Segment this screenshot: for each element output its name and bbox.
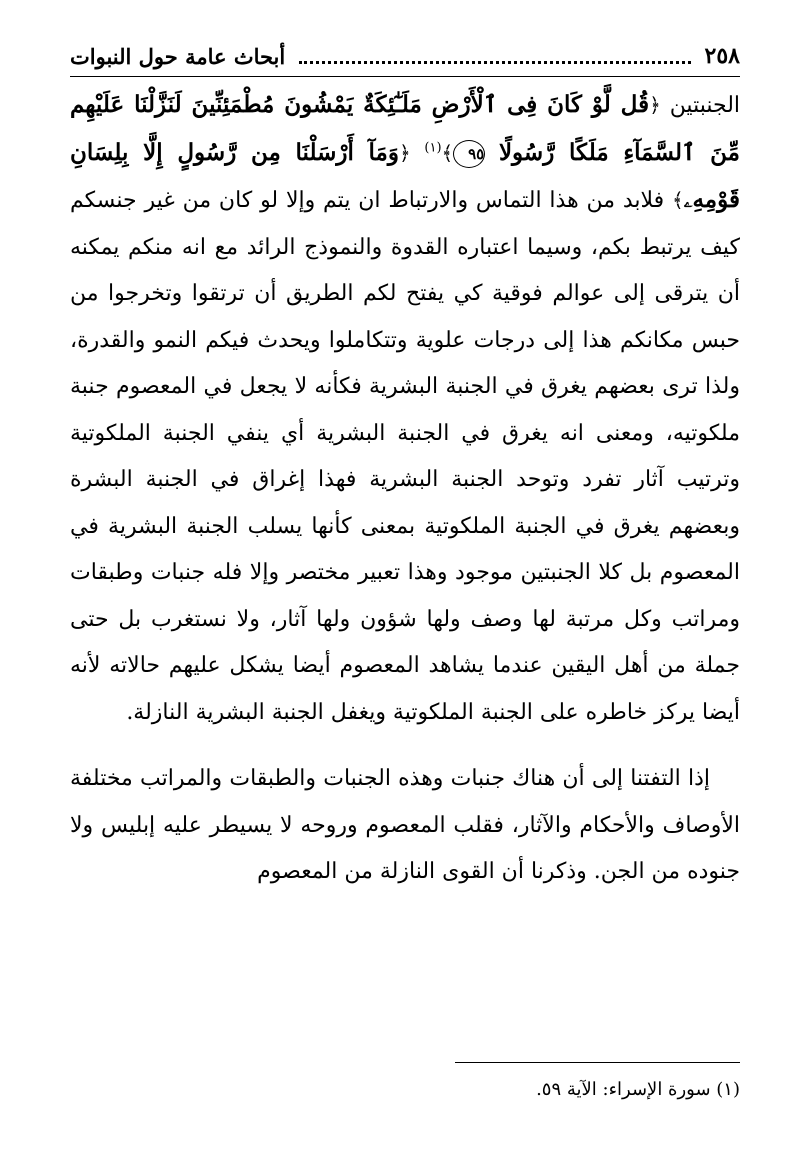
header-dot-leader — [299, 61, 690, 64]
body-text — [70, 82, 740, 896]
paragraph-1-text: فلابد من هذا التماس والارتباط ان يتم وإلا لو كان من غير جنسكم كيف يرتبط بكم، وسيما اعتباره القدوة والنموذج الرائد مع انه منكم يمكنه أن يترقى إلى عوالم فوقية كي يفتح لكم الطريق أن ترتقوا وتخرجوا من حبس مكانكم هذا إلى درجات علوية وتتكاملوا ويحدث فيكم النمو والقدرة، ولذا ترى بعضهم يغرق في الجنبة البشرية فكأنه لا يجعل في المعصوم جنبة ملكوتيه، ومعنى انه يغرق في الجنبة البشرية أي ينفي الجنبة الملكوتية وترتيب آثار تفرد وتوحد الجنبة البشرية فهذا إغراق في الجنبة البشرة وبعضهم يغرق في الجنبة الملكوتية بمعنى كأنها يسلب الجنبة البشرية في المعصوم بل كلا الجنبتين موجود وهذا تعبير مختصر وإلا فله جنبات وطبقات ومراتب وكل مرتبة لها وصف ولها شؤون ولها آثار، ولا نستغرب بل حتى جملة من أهل اليقين عندما يشاهد المعصوم أيضا يشكل عليهم حالاته لأنه أيضا يركز خاطره على الجنبة الملكوتية ويغفل الجنبة البشرية النازلة. — [70, 188, 741, 725]
running-header — [70, 38, 740, 74]
footnote: (١) سورة الإسراء: الآية ٥٩. — [536, 1079, 740, 1100]
paragraph-1 — [70, 82, 740, 736]
page-number: ٢٥٨ — [704, 43, 740, 69]
quran-verse-1: قُل لَّوْ كَانَ فِى ٱلْأَرْضِ مَلَـٰٓئِكَةٌ يَمْشُونَ مُطْمَئِنِّينَ لَنَزَّلْنَا عَلَيْهِم مِّنَ ٱلسَّمَآءِ مَلَكًا رَّسُولًا — [70, 91, 740, 166]
paragraph-2: إذا التفتنا إلى أن هناك جنبات وهذه الجنبات والطبقات والمراتب مختلفة الأوصاف والأحكام والآثار، فقلب المعصوم وروحه لا يسيطر عليه إبليس ولا جنوده من الجن. وذكرنا أن القوى النازلة من المعصوم — [70, 766, 740, 884]
running-title: أبحاث عامة حول النبوات — [70, 43, 286, 69]
quran-ornament-close-2: ﴾ — [672, 188, 684, 212]
quran-verse-2: وَمَآ أَرْسَلْنَا مِن رَّسُولٍ إِلَّا بِلِسَانِ قَوْمِهِۦ — [70, 138, 740, 213]
quran-ornament-close: ﴾ — [441, 140, 454, 165]
footnote-reference: (١) — [424, 140, 442, 156]
ayah-number-badge: ٩٥ — [453, 140, 485, 168]
quran-ornament-open-2: ﴿ — [398, 140, 411, 165]
footnote-separator — [455, 1062, 740, 1063]
lead-word: الجنبتين — [669, 93, 741, 118]
header-rule — [70, 76, 740, 77]
quran-ornament-open: ﴿ — [649, 93, 661, 117]
